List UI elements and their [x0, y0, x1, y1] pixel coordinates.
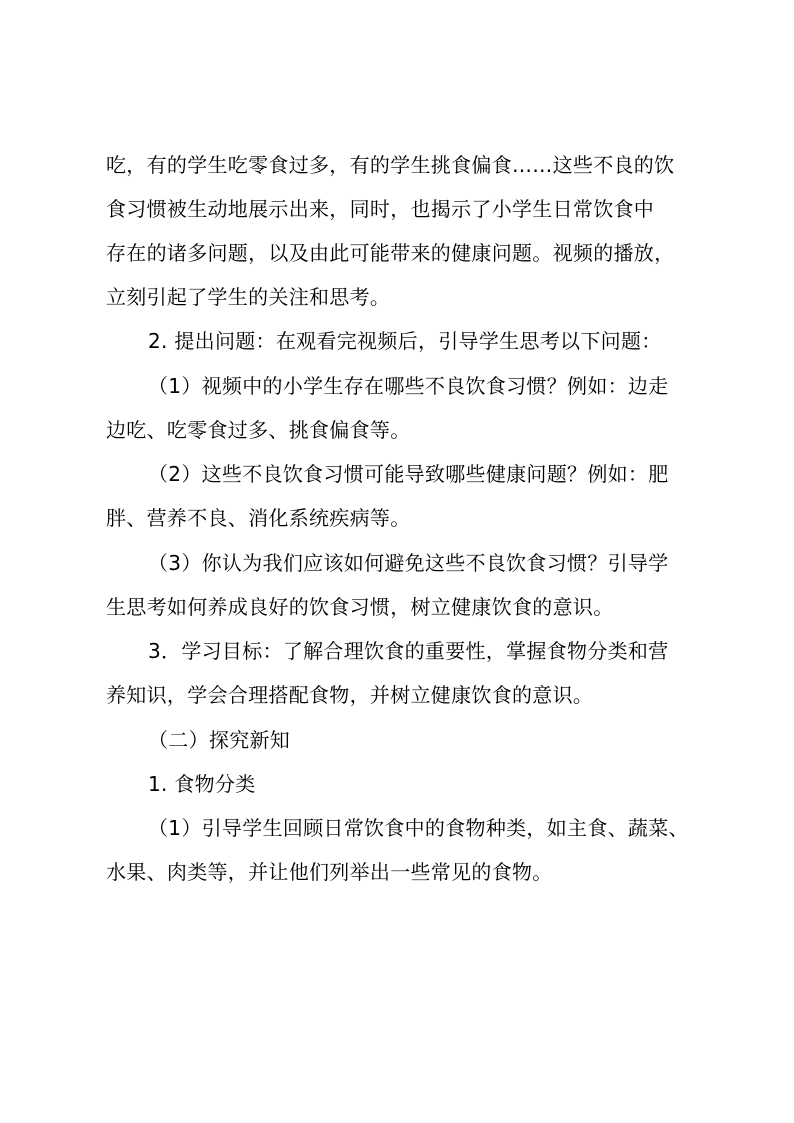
sub-item-line: （3）你认为我们应该如何避免这些不良饮食习惯？引导学 — [148, 551, 669, 575]
paragraph-line: 存在的诸多问题，以及由此可能带来的健康问题。视频的播放， — [106, 241, 675, 265]
sub-item-continuation: 水果、肉类等，并让他们列举出一些常见的食物。 — [106, 860, 553, 884]
sub-item-line: （1）引导学生回顾日常饮食中的食物种类，如主食、蔬菜、 — [148, 816, 689, 840]
sub-item-continuation: 生思考如何养成良好的饮食习惯，树立健康饮食的意识。 — [106, 595, 614, 619]
paragraph-line: 立刻引起了学生的关注和思考。 — [106, 285, 391, 309]
section-heading: （二）探究新知 — [148, 728, 291, 752]
numbered-item-line: 3．学习目标：了解合理饮食的重要性，掌握食物分类和营 — [148, 639, 669, 663]
numbered-item-continuation: 养知识，学会合理搭配食物，并树立健康饮食的意识。 — [106, 683, 594, 707]
paragraph-line: 吃，有的学生吃零食过多，有的学生挑食偏食……这些不良的饮 — [106, 153, 675, 177]
sub-item-line: （1）视频中的小学生存在哪些不良饮食习惯？例如：边走 — [148, 374, 669, 398]
sub-item-continuation: 胖、营养不良、消化系统疾病等。 — [106, 506, 411, 530]
numbered-heading: 1. 食物分类 — [148, 772, 256, 796]
numbered-item-line: 2. 提出问题：在观看完视频后，引导学生思考以下问题： — [148, 329, 662, 353]
paragraph-line: 食习惯被生动地展示出来，同时，也揭示了小学生日常饮食中 — [106, 197, 655, 221]
sub-item-continuation: 边吃、吃零食过多、挑食偏食等。 — [106, 418, 411, 442]
sub-item-line: （2）这些不良饮食习惯可能导致哪些健康问题？例如：肥 — [148, 462, 669, 486]
